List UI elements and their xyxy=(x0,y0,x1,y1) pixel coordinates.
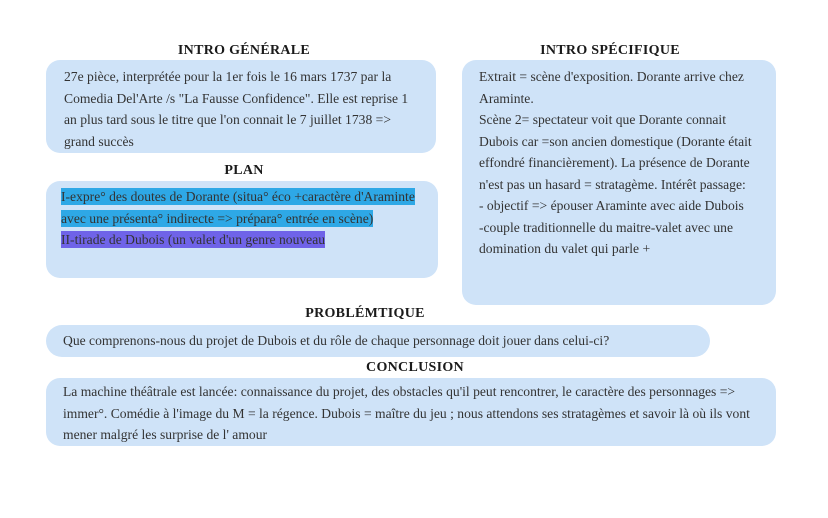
intro-specifique-heading: INTRO SPÉCIFIQUE xyxy=(540,43,680,58)
plan-box xyxy=(46,181,438,278)
conclusion-heading: CONCLUSION xyxy=(366,360,464,375)
intro-generale-text: 27e pièce, interprétée pour la 1er fois le 16 mars 1737 par la Comedia Del'Arte /s "La Fausse Confidence". Elle est reprise 1 an plus tard sous le titre que l'on connait le 7 juillet 1738 => grand succès xyxy=(64,69,409,149)
plan-item-1 xyxy=(61,186,424,229)
intro-specifique-line-3: - objectif => épouser Araminte avec aide Dubois xyxy=(479,198,744,213)
intro-specifique-box xyxy=(462,60,776,305)
problematique-text: Que comprenons-nous du projet de Dubois et du rôle de chaque personnage doit jouer dans celui-ci? xyxy=(63,333,610,348)
intro-specifique-line-4: -couple traditionnelle du maitre-valet avec une domination du valet qui parle + xyxy=(479,219,734,256)
intro-specifique-line-1: Extrait = scène d'exposition. Dorante arrive chez Araminte. xyxy=(479,69,744,106)
intro-specifique-line-2: Scène 2= spectateur voit que Dorante connait Dubois car =son ancien domestique (Dorante était effondré financièrement). La présence de Dorante n'est pas un hasard = stratagème. Intérêt passage: xyxy=(479,112,752,192)
plan-item-2-highlight: II-tirade de Dubois (un valet d'un genre nouveau xyxy=(61,232,326,247)
conclusion-text: La machine théâtrale est lancée: connaissance du projet, des obstacles qu'il peut rencontrer, le caractère des personnages => immer°. Comédie à l'image du M = la régence. Dubois = maître du jeu ; nous attendons ses stratagèmes et savoir là où ils vont mener malgré les surprise de l' amour xyxy=(63,384,750,442)
plan-item-1-highlight: I-expre° des doutes de Dorante (situa° éco +caractère d'Araminte avec une présenta° indirecte => prépara° entrée en scène) xyxy=(61,189,415,226)
problematique-heading: PROBLÉMTIQUE xyxy=(305,306,425,321)
plan-item-2 xyxy=(61,229,424,251)
conclusion-box xyxy=(46,378,776,446)
problematique-box xyxy=(46,325,710,357)
plan-heading: PLAN xyxy=(224,163,264,178)
intro-generale-heading: INTRO GÉNÉRALE xyxy=(177,43,311,58)
intro-generale-box xyxy=(46,60,436,153)
